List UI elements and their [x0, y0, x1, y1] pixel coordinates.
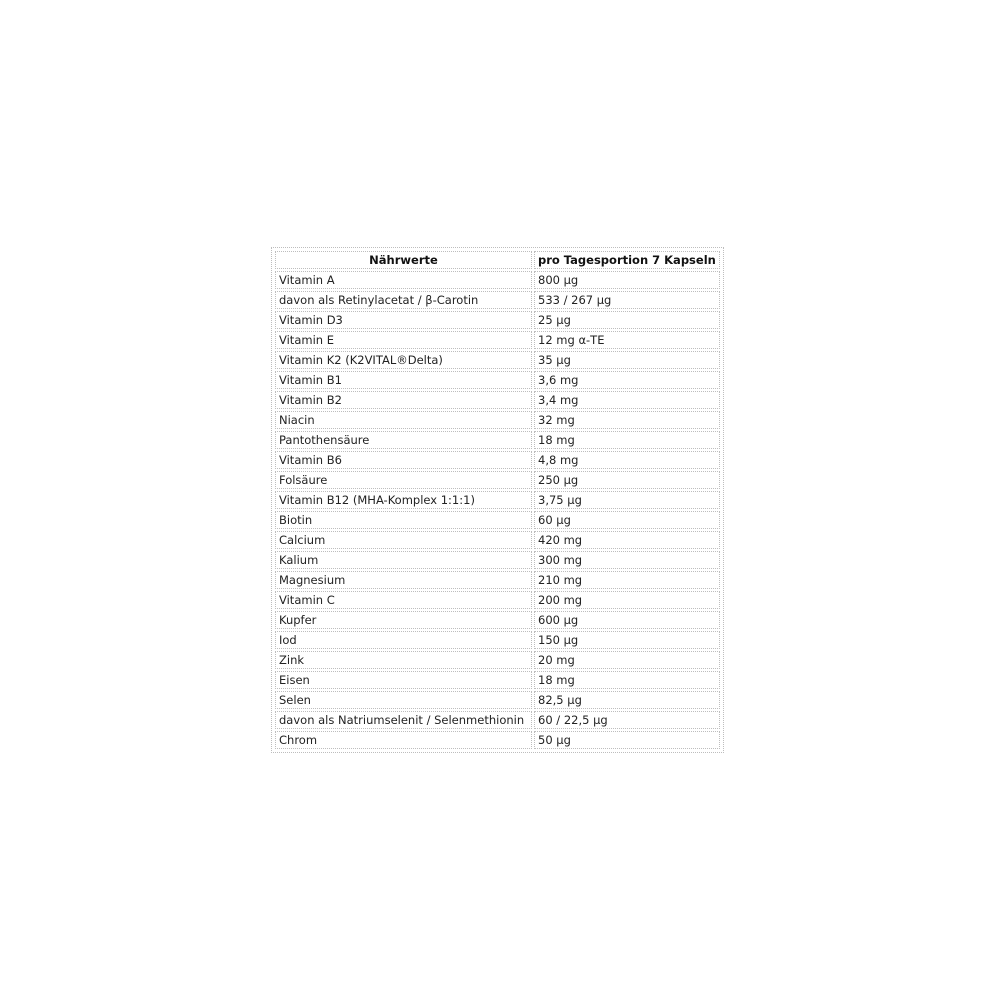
nutrient-cell: Eisen	[275, 671, 532, 689]
nutrient-cell: davon als Retinylacetat / β-Carotin	[275, 291, 532, 309]
amount-cell: 300 mg	[534, 551, 720, 569]
table-row	[275, 311, 720, 329]
table-row	[275, 631, 720, 649]
table-row	[275, 331, 720, 349]
amount-cell: 600 µg	[534, 611, 720, 629]
header-nutrient: Nährwerte	[275, 251, 532, 269]
nutrient-cell: Chrom	[275, 731, 532, 749]
table-row	[275, 711, 720, 729]
nutrient-cell: Pantothensäure	[275, 431, 532, 449]
amount-cell: 150 µg	[534, 631, 720, 649]
nutrient-cell: Vitamin K2 (K2VITAL®Delta)	[275, 351, 532, 369]
header-amount: pro Tagesportion 7 Kapseln	[534, 251, 720, 269]
nutrition-table	[273, 249, 722, 751]
amount-cell: 800 µg	[534, 271, 720, 289]
amount-cell: 25 µg	[534, 311, 720, 329]
amount-cell: 4,8 mg	[534, 451, 720, 469]
amount-cell: 50 µg	[534, 731, 720, 749]
nutrient-cell: Vitamin D3	[275, 311, 532, 329]
table-row	[275, 371, 720, 389]
table-row	[275, 391, 720, 409]
nutrient-cell: Vitamin B6	[275, 451, 532, 469]
table-row	[275, 571, 720, 589]
amount-cell: 12 mg α-TE	[534, 331, 720, 349]
amount-cell: 35 µg	[534, 351, 720, 369]
table-row	[275, 611, 720, 629]
nutrient-cell: Biotin	[275, 511, 532, 529]
nutrient-cell: Magnesium	[275, 571, 532, 589]
table-row	[275, 451, 720, 469]
amount-cell: 250 µg	[534, 471, 720, 489]
table-row	[275, 511, 720, 529]
table-row	[275, 731, 720, 749]
table-row	[275, 691, 720, 709]
amount-cell: 533 / 267 µg	[534, 291, 720, 309]
table-row	[275, 271, 720, 289]
table-header-row	[275, 251, 720, 269]
nutrient-cell: Niacin	[275, 411, 532, 429]
nutrient-cell: davon als Natriumselenit / Selenmethionin	[275, 711, 532, 729]
nutrient-cell: Vitamin B1	[275, 371, 532, 389]
table-row	[275, 471, 720, 489]
table-row	[275, 551, 720, 569]
nutrient-cell: Folsäure	[275, 471, 532, 489]
amount-cell: 60 / 22,5 µg	[534, 711, 720, 729]
table-row	[275, 431, 720, 449]
nutrient-cell: Vitamin B2	[275, 391, 532, 409]
amount-cell: 20 mg	[534, 651, 720, 669]
nutrition-table-container	[271, 247, 724, 753]
amount-cell: 60 µg	[534, 511, 720, 529]
amount-cell: 3,4 mg	[534, 391, 720, 409]
table-row	[275, 591, 720, 609]
amount-cell: 210 mg	[534, 571, 720, 589]
table-row	[275, 651, 720, 669]
nutrient-cell: Vitamin E	[275, 331, 532, 349]
amount-cell: 200 mg	[534, 591, 720, 609]
nutrient-cell: Vitamin B12 (MHA-Komplex 1:1:1)	[275, 491, 532, 509]
amount-cell: 18 mg	[534, 431, 720, 449]
amount-cell: 82,5 µg	[534, 691, 720, 709]
amount-cell: 32 mg	[534, 411, 720, 429]
nutrient-cell: Kupfer	[275, 611, 532, 629]
table-row	[275, 671, 720, 689]
nutrient-cell: Vitamin A	[275, 271, 532, 289]
amount-cell: 3,6 mg	[534, 371, 720, 389]
table-row	[275, 411, 720, 429]
table-row	[275, 291, 720, 309]
nutrient-cell: Zink	[275, 651, 532, 669]
table-row	[275, 491, 720, 509]
nutrient-cell: Iod	[275, 631, 532, 649]
amount-cell: 420 mg	[534, 531, 720, 549]
nutrient-cell: Calcium	[275, 531, 532, 549]
nutrient-cell: Selen	[275, 691, 532, 709]
table-row	[275, 351, 720, 369]
amount-cell: 3,75 µg	[534, 491, 720, 509]
nutrient-cell: Vitamin C	[275, 591, 532, 609]
nutrient-cell: Kalium	[275, 551, 532, 569]
amount-cell: 18 mg	[534, 671, 720, 689]
table-row	[275, 531, 720, 549]
